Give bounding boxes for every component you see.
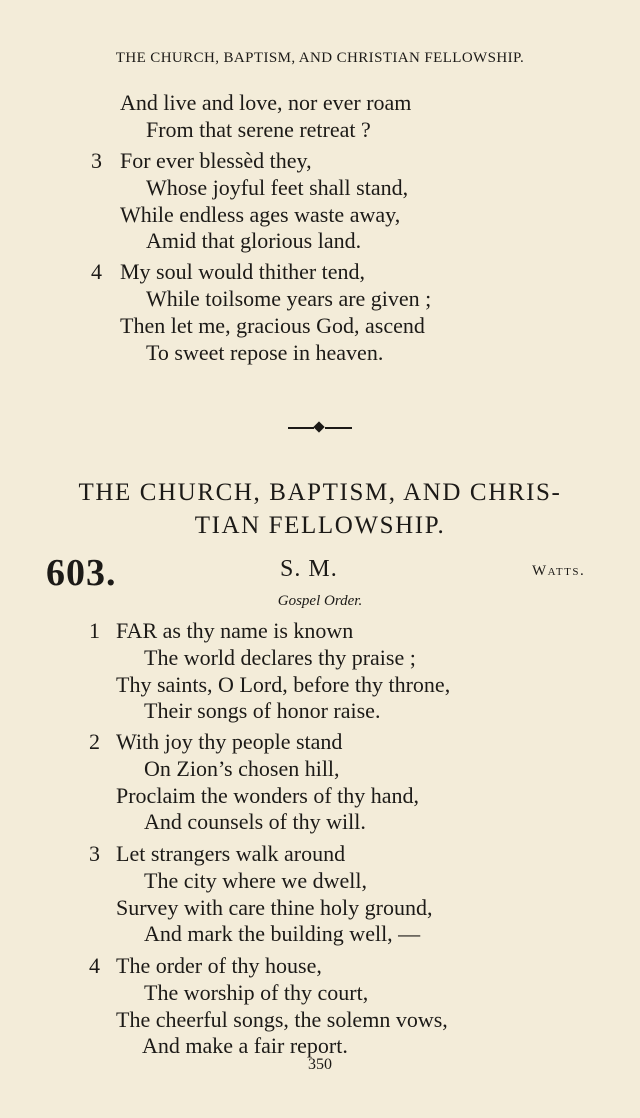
- verse-line: The world declares thy praise ;: [144, 645, 416, 670]
- verse-line: Survey with care thine holy ground,: [116, 895, 433, 920]
- verse-line: My soul would thither tend,: [120, 259, 366, 284]
- verse-line: The worship of thy court,: [144, 980, 369, 1005]
- verse-line: Whose joyful feet shall stand,: [146, 175, 409, 200]
- verse-line: Let strangers walk around: [116, 841, 346, 866]
- section-title-line-2: TIAN FELLOWSHIP.: [194, 512, 446, 539]
- verse-number: 2: [89, 729, 100, 754]
- verse-number: 4: [91, 259, 102, 284]
- hymn-subtitle: Gospel Order.: [277, 593, 363, 609]
- page-number: 350: [308, 1056, 332, 1073]
- verse-line: On Zion’s chosen hill,: [144, 756, 340, 781]
- verse-line: The order of thy house,: [116, 953, 322, 978]
- diamond-icon: [313, 421, 324, 432]
- verse-line: The cheerful songs, the solemn vows,: [116, 1007, 448, 1032]
- verse-line: Then let me, gracious God, ascend: [120, 313, 425, 338]
- verse-number: 1: [89, 618, 100, 643]
- verse-number: 3: [89, 841, 100, 866]
- verse-number: 3: [91, 148, 102, 173]
- verse-line: Their songs of honor raise.: [144, 698, 381, 723]
- verse-line: FAR as thy name is known: [116, 618, 354, 643]
- verse-line: And counsels of thy will.: [144, 809, 366, 834]
- hymn-author: Watts.: [532, 563, 586, 579]
- hymn-number: 603.: [46, 552, 117, 594]
- verse-line: Proclaim the wonders of thy hand,: [116, 783, 420, 808]
- verse-line: Thy saints, O Lord, before thy throne,: [116, 672, 451, 697]
- ornament-divider: [288, 420, 352, 436]
- verse-line: And mark the building well, —: [144, 921, 421, 946]
- divider-rule-right: [325, 427, 352, 429]
- verse-line: And live and love, nor ever roam: [120, 90, 412, 115]
- verse-line: The city where we dwell,: [144, 868, 367, 893]
- verse-line: With joy thy people stand: [116, 729, 343, 754]
- verse-number: 4: [89, 953, 100, 978]
- hymn-meter: S. M.: [280, 556, 338, 582]
- verse-line: For ever blessèd they,: [120, 148, 312, 173]
- divider-rule-left: [288, 427, 314, 429]
- verse-line: And make a fair report.: [142, 1033, 348, 1058]
- verse-line: While toilsome years are given ;: [146, 286, 432, 311]
- running-head: THE CHURCH, BAPTISM, AND CHRISTIAN FELLOWSHIP.: [115, 50, 525, 66]
- section-title-line-1: THE CHURCH, BAPTISM, AND CHRIS-: [78, 479, 562, 506]
- verse-line: From that serene retreat ?: [146, 117, 371, 142]
- verse-line: Amid that glorious land.: [146, 228, 362, 253]
- verse-line: To sweet repose in heaven.: [146, 340, 384, 365]
- verse-line: While endless ages waste away,: [120, 202, 401, 227]
